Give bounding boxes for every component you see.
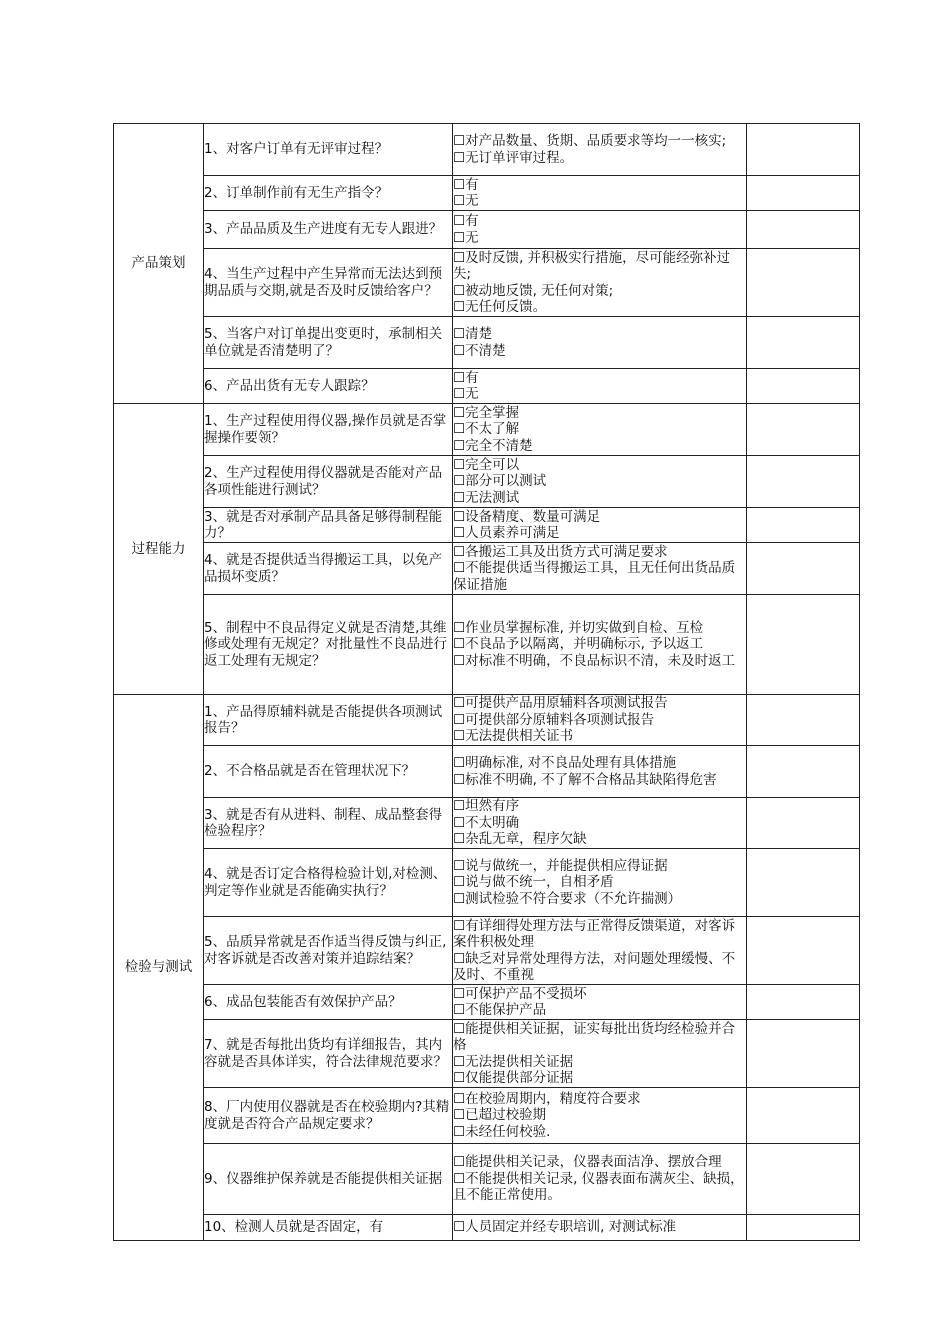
checkbox-option[interactable]: ☐可保护产品不受损坏 xyxy=(453,985,587,1002)
score-cell[interactable] xyxy=(747,249,860,317)
options-cell xyxy=(453,985,747,1020)
checkbox-option[interactable]: ☐能提供相关记录，仪器表面洁净、摆放合理 xyxy=(453,1154,722,1171)
question-cell: 1、生产过程使用得仪器,操作员就是否掌握操作要领？ xyxy=(204,404,453,456)
table-row xyxy=(114,695,860,746)
checkbox-option[interactable]: ☐完全掌握 xyxy=(453,404,520,421)
score-cell[interactable] xyxy=(747,456,860,508)
score-cell[interactable] xyxy=(747,595,860,695)
options-cell xyxy=(453,249,747,317)
checkbox-option[interactable]: ☐不太了解 xyxy=(453,421,520,438)
table-row xyxy=(114,1215,860,1241)
options-cell xyxy=(453,543,747,595)
table-row xyxy=(114,211,860,249)
checkbox-option[interactable]: ☐不清楚 xyxy=(453,342,506,359)
options-cell xyxy=(453,595,747,695)
question-cell: 10、检测人员就是否固定，有 xyxy=(204,1215,453,1241)
score-cell[interactable] xyxy=(747,124,860,176)
checkbox-option[interactable]: ☐及时反馈, 并积极实行措施，尽可能经弥补过失; xyxy=(453,249,731,282)
options-cell xyxy=(453,1144,747,1215)
table-row xyxy=(114,317,860,369)
checkbox-option[interactable]: ☐被动地反馈, 无任何对策; xyxy=(453,282,614,299)
checkbox-option[interactable]: ☐缺乏对异常处理得方法，对问题处理缓慢、不及时、不重视 xyxy=(453,950,736,983)
checkbox-option[interactable]: ☐标准不明确, 不了解不合格品其缺陷得危害 xyxy=(453,771,717,788)
checkbox-option[interactable]: ☐未经任何校验. xyxy=(453,1123,551,1140)
score-cell[interactable] xyxy=(747,695,860,746)
checkbox-option[interactable]: ☐测试检验不符合要求（不允许揣测） xyxy=(453,890,682,907)
question-cell: 3、产品品质及生产进度有无专人跟进？ xyxy=(204,211,453,249)
checkbox-option[interactable]: ☐明确标准, 对不良品处理有具体措施 xyxy=(453,755,677,771)
question-cell: 2、不合格品就是否在管理状况下？ xyxy=(204,746,453,798)
options-cell xyxy=(453,317,747,369)
checkbox-option[interactable]: ☐杂乱无章，程序欠缺 xyxy=(453,831,587,848)
score-cell[interactable] xyxy=(747,1020,860,1088)
checkbox-option[interactable]: ☐无 xyxy=(453,386,479,402)
checkbox-option[interactable]: ☐可提供部分原辅料各项测试报告 xyxy=(453,711,655,728)
checkbox-option[interactable]: ☐无 xyxy=(453,229,479,246)
question-cell: 9、仪器维护保养就是否能提供相关证据 xyxy=(204,1144,453,1215)
checkbox-option[interactable]: ☐已超过校验期 xyxy=(453,1107,547,1124)
checkbox-option[interactable]: ☐无法提供相关证书 xyxy=(453,728,574,745)
category-cell: 检验与测试 xyxy=(114,695,204,1241)
table-row xyxy=(114,176,860,211)
options-cell xyxy=(453,1020,747,1088)
checkbox-option[interactable]: ☐说与做不统一，自相矛盾 xyxy=(453,874,614,891)
table-row xyxy=(114,1088,860,1144)
checkbox-option[interactable]: ☐无法提供相关证据 xyxy=(453,1053,574,1070)
checkbox-option[interactable]: ☐完全可以 xyxy=(453,456,520,473)
checkbox-option[interactable]: ☐各搬运工具及出货方式可满足要求 xyxy=(453,543,668,560)
question-cell: 6、成品包装能否有效保护产品？ xyxy=(204,985,453,1020)
checkbox-option[interactable]: ☐可提供产品用原辅料各项测试报告 xyxy=(453,695,668,712)
table-row xyxy=(114,508,860,543)
checkbox-option[interactable]: ☐人员素养可满足 xyxy=(453,525,560,541)
score-cell[interactable] xyxy=(747,798,860,849)
checkbox-option[interactable]: ☐不能提供适当得搬运工具，且无任何出货品质保证措施 xyxy=(453,560,736,593)
options-cell xyxy=(453,849,747,917)
checkbox-option[interactable]: ☐完全不清楚 xyxy=(453,437,533,454)
score-cell[interactable] xyxy=(747,1215,860,1241)
checkbox-option[interactable]: ☐仅能提供部分证据 xyxy=(453,1070,574,1086)
score-cell[interactable] xyxy=(747,1144,860,1215)
checkbox-option[interactable]: ☐作业员掌握标准, 并切实做到自检、互检 xyxy=(453,619,704,636)
question-cell: 5、品质异常就是否作适当得反馈与纠正,对客诉就是否改善对策并追踪结案？ xyxy=(204,917,453,985)
question-cell: 4、就是否提供适当得搬运工具，以免产品损坏变质？ xyxy=(204,543,453,595)
table-row xyxy=(114,456,860,508)
question-cell: 6、产品出货有无专人跟踪？ xyxy=(204,369,453,404)
score-cell[interactable] xyxy=(747,985,860,1020)
score-cell[interactable] xyxy=(747,1088,860,1144)
question-cell: 3、就是否对承制产品具备足够得制程能力？ xyxy=(204,508,453,543)
score-cell[interactable] xyxy=(747,917,860,985)
question-cell: 7、就是否每批出货均有详细报告，其内容就是否具体详实，符合法律规范要求？ xyxy=(204,1020,453,1088)
score-cell[interactable] xyxy=(747,543,860,595)
checkbox-option[interactable]: ☐在校验周期内，精度符合要求 xyxy=(453,1090,641,1107)
score-cell[interactable] xyxy=(747,211,860,249)
question-cell: 3、就是否有从进料、制程、成品整套得检验程序？ xyxy=(204,798,453,849)
checkbox-option[interactable]: ☐对标准不明确，不良品标识不清，未及时返工 xyxy=(453,652,736,669)
options-cell xyxy=(453,211,747,249)
checkbox-option[interactable]: ☐能提供相关证据，证实每批出货均经检验并合格 xyxy=(453,1020,736,1053)
options-cell xyxy=(453,456,747,508)
score-cell[interactable] xyxy=(747,508,860,543)
question-cell: 1、对客户订单有无评审过程？ xyxy=(204,124,453,176)
score-cell[interactable] xyxy=(747,404,860,456)
options-cell xyxy=(453,917,747,985)
checkbox-option[interactable]: ☐无订单评审过程。 xyxy=(453,149,574,166)
table-row xyxy=(114,369,860,404)
table-row xyxy=(114,849,860,917)
category-cell: 过程能力 xyxy=(114,404,204,695)
question-cell: 5、制程中不良品得定义就是否清楚,其维修或处理有无规定？对批量性不良品进行返工处理有无规定？ xyxy=(204,595,453,695)
question-cell: 1、产品得原辅料就是否能提供各项测试报告？ xyxy=(204,695,453,746)
table-row xyxy=(114,1144,860,1215)
table-row xyxy=(114,543,860,595)
checkbox-option[interactable]: ☐不太明确 xyxy=(453,814,520,831)
checkbox-option[interactable]: ☐有 xyxy=(453,176,479,193)
score-cell[interactable] xyxy=(747,176,860,211)
options-cell xyxy=(453,746,747,798)
checkbox-option[interactable]: ☐无任何反馈。 xyxy=(453,299,547,315)
checkbox-option[interactable]: ☐说与做统一，并能提供相应得证据 xyxy=(453,857,668,874)
score-cell[interactable] xyxy=(747,317,860,369)
score-cell[interactable] xyxy=(747,746,860,798)
checkbox-option[interactable]: ☐无 xyxy=(453,193,479,209)
table-row xyxy=(114,124,860,176)
checkbox-option[interactable]: ☐设备精度、数量可满足 xyxy=(453,508,601,525)
checkbox-option[interactable]: ☐无法测试 xyxy=(453,489,520,506)
options-cell xyxy=(453,176,747,211)
options-cell xyxy=(453,1088,747,1144)
table-row xyxy=(114,249,860,317)
table-row xyxy=(114,1020,860,1088)
table-row xyxy=(114,798,860,849)
checkbox-option[interactable]: ☐坦然有序 xyxy=(453,798,520,815)
table-row xyxy=(114,746,860,798)
checkbox-option[interactable]: ☐部分可以测试 xyxy=(453,473,547,490)
table-row xyxy=(114,985,860,1020)
evaluation-table-body xyxy=(114,124,860,1241)
checkbox-option[interactable]: ☐不能提供相关记录, 仪器表面布满灰尘、缺损，且不能正常使用。 xyxy=(453,1170,744,1204)
table-row xyxy=(114,404,860,456)
checkbox-option[interactable]: ☐不良品予以隔离，并明确标示, 予以返工 xyxy=(453,636,704,653)
table-row xyxy=(114,595,860,695)
table-row xyxy=(114,917,860,985)
options-cell xyxy=(453,508,747,543)
options-cell xyxy=(453,798,747,849)
evaluation-table xyxy=(113,123,860,1241)
checkbox-option[interactable]: ☐对产品数量、货期、品质要求等均一一核实; xyxy=(453,133,727,149)
score-cell[interactable] xyxy=(747,849,860,917)
score-cell[interactable] xyxy=(747,369,860,404)
checkbox-option[interactable]: ☐有 xyxy=(453,213,479,229)
question-cell: 2、生产过程使用得仪器就是否能对产品各项性能进行测试？ xyxy=(204,456,453,508)
category-cell: 产品策划 xyxy=(114,124,204,404)
question-cell: 4、就是否订定合格得检验计划,对检测、判定等作业就是否能确实执行？ xyxy=(204,849,453,917)
question-cell: 2、订单制作前有无生产指令？ xyxy=(204,176,453,211)
options-cell xyxy=(453,1215,747,1241)
question-cell: 8、厂内使用仪器就是否在校验期内?其精度就是否符合产品规定要求？ xyxy=(204,1088,453,1144)
question-cell: 4、当生产过程中产生异常而无法达到预期品质与交期,就是否及时反馈给客户？ xyxy=(204,249,453,317)
options-cell xyxy=(453,369,747,404)
question-cell: 5、当客户对订单提出变更时，承制相关单位就是否清楚明了？ xyxy=(204,317,453,369)
options-cell xyxy=(453,124,747,176)
checkbox-option[interactable]: ☐不能保护产品 xyxy=(453,1002,547,1018)
checkbox-option[interactable]: ☐有 xyxy=(453,369,479,386)
checkbox-option[interactable]: ☐有详细得处理方法与正常得反馈渠道，对客诉案件积极处理 xyxy=(453,917,736,950)
options-cell xyxy=(453,695,747,746)
checkbox-option[interactable]: ☐清楚 xyxy=(453,326,493,342)
options-cell xyxy=(453,404,747,456)
checkbox-option[interactable]: ☐人员固定并经专职培训, 对测试标准 xyxy=(453,1219,677,1236)
